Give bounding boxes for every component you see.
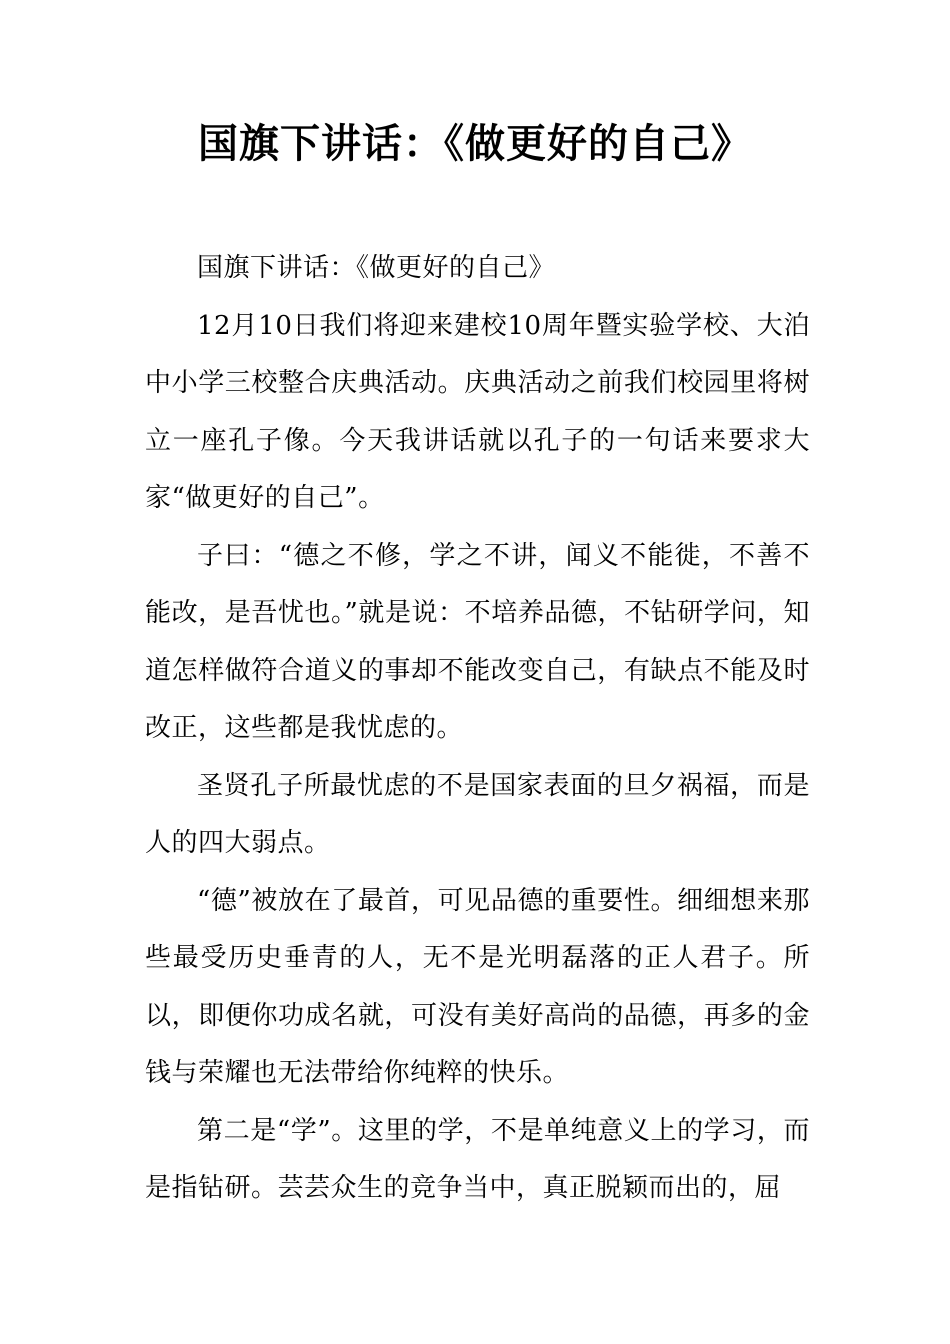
document-title: 国旗下讲话：《做更好的自己》 bbox=[198, 121, 752, 167]
paragraph-heading-repeat: 国旗下讲话：《做更好的自己》 bbox=[197, 253, 556, 283]
paragraph-virtue: “德”被放在了最首，可见品德的重要性。细细想来那些最受历史垂青的人，无不是光明磊落的正人君子。所以，即便你功成名就，可没有美好高尚的品德，再多的金钱与荣耀也无法带给你纯粹的快乐。 bbox=[145, 885, 810, 1088]
paragraph-confucius-quote: 子曰：“德之不修，学之不讲，闻义不能徙，不善不能改，是吾忧也。”就是说：不培养品德，不钻研学问，知道怎样做符合道义的事却不能改变自己，有缺点不能及时改正，这些都是我忧虑的。 bbox=[145, 540, 810, 743]
paragraph-learning: 第二是“学”。这里的学，不是单纯意义上的学习，而是指钻研。芸芸众生的竞争当中，真正脱颖而出的，屈 bbox=[145, 1115, 810, 1203]
document-body bbox=[145, 240, 810, 1218]
paragraph-anniversary: 12月10日我们将迎来建校10周年暨实验学校、大泊中小学三校整合庆典活动。庆典活动之前我们校园里将树立一座孔子像。今天我讲话就以孔子的一句话来要求大家“做更好的自己”。 bbox=[145, 310, 810, 513]
paragraph-four-weaknesses: 圣贤孔子所最忧虑的不是国家表面的旦夕祸福，而是人的四大弱点。 bbox=[145, 770, 810, 858]
